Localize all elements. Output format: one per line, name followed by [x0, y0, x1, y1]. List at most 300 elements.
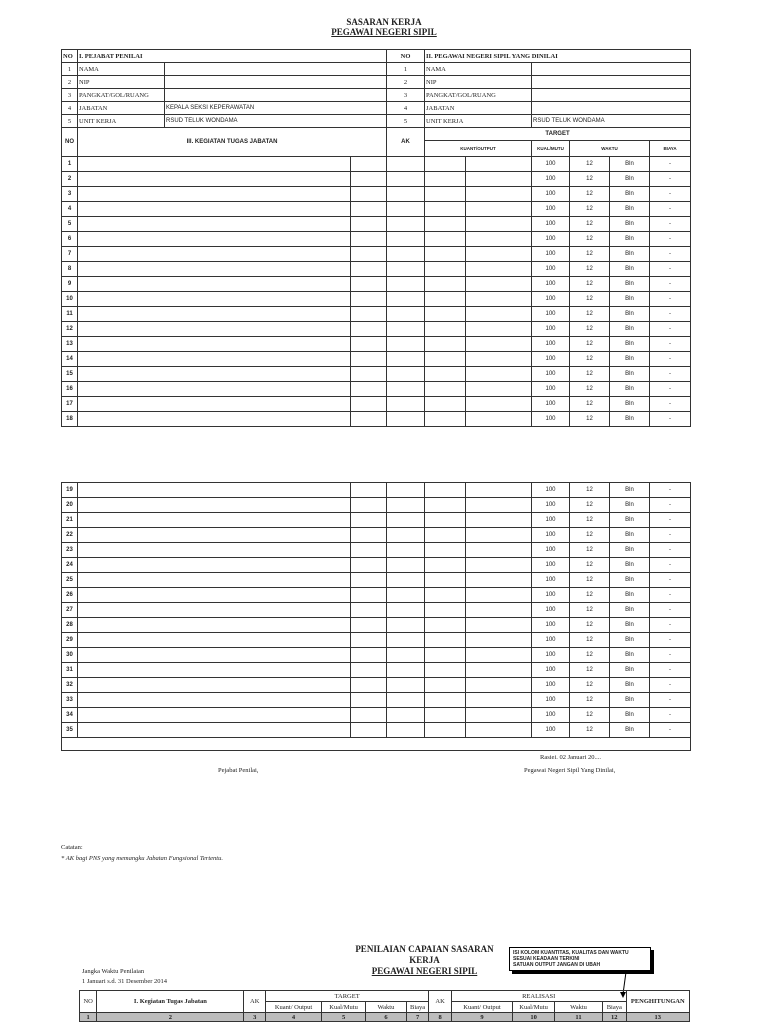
row-extra-cell[interactable]	[351, 292, 387, 307]
row-number: 12	[62, 322, 78, 337]
row-kegiatan-cell[interactable]	[78, 708, 351, 723]
row-kual-value: 100	[532, 217, 570, 232]
row-kual-value: 100	[532, 693, 570, 708]
row-output-cell[interactable]	[466, 483, 532, 498]
row-kuant-cell[interactable]	[425, 322, 466, 337]
table-row	[62, 543, 691, 558]
table-row	[62, 157, 691, 172]
row-kuant-cell[interactable]	[425, 172, 466, 187]
row-ak-cell[interactable]	[387, 723, 425, 738]
row-kegiatan-cell[interactable]	[78, 307, 351, 322]
row-unit-value: Bln	[610, 382, 650, 397]
row-kuant-cell[interactable]	[425, 337, 466, 352]
row-kuant-cell[interactable]	[425, 397, 466, 412]
col-kual-header: KUAL/MUTU	[532, 141, 570, 157]
row-ak-cell[interactable]	[387, 412, 425, 427]
row-output-cell[interactable]	[466, 648, 532, 663]
row-extra-cell[interactable]	[351, 277, 387, 292]
row-unit-value: Bln	[610, 573, 650, 588]
row-kuant-cell[interactable]	[425, 262, 466, 277]
row-extra-cell[interactable]	[351, 663, 387, 678]
instruction-tooltip	[509, 947, 651, 971]
row-unit-value: Bln	[610, 322, 650, 337]
row-waktu-value: 12	[570, 708, 610, 723]
activity-table-part2	[61, 482, 691, 751]
table-row	[62, 247, 691, 262]
row-kegiatan-cell[interactable]	[78, 217, 351, 232]
row-output-cell[interactable]	[466, 187, 532, 202]
row-ak-cell[interactable]	[387, 382, 425, 397]
row-extra-cell[interactable]	[351, 217, 387, 232]
row-ak-cell[interactable]	[387, 307, 425, 322]
row-ak-cell[interactable]	[387, 618, 425, 633]
row-output-cell[interactable]	[466, 232, 532, 247]
table-row	[62, 187, 691, 202]
row-kuant-cell[interactable]	[425, 528, 466, 543]
row-kegiatan-cell[interactable]	[78, 483, 351, 498]
row-extra-cell[interactable]	[351, 693, 387, 708]
row-output-cell[interactable]	[466, 412, 532, 427]
table-row	[62, 648, 691, 663]
row-extra-cell[interactable]	[351, 187, 387, 202]
row-kegiatan-cell[interactable]	[78, 232, 351, 247]
info-left-no: 3	[62, 89, 78, 102]
info-left-value	[165, 89, 387, 102]
row-ak-cell[interactable]	[387, 498, 425, 513]
row-kegiatan-cell[interactable]	[78, 573, 351, 588]
row-ak-cell[interactable]	[387, 202, 425, 217]
row-kegiatan-cell[interactable]	[78, 367, 351, 382]
row-output-cell[interactable]	[466, 633, 532, 648]
row-extra-cell[interactable]	[351, 543, 387, 558]
row-kual-value: 100	[532, 648, 570, 663]
row-waktu-value: 12	[570, 573, 610, 588]
row-number: 20	[62, 498, 78, 513]
row-number: 6	[62, 232, 78, 247]
row-number: 26	[62, 588, 78, 603]
row-kegiatan-cell[interactable]	[78, 382, 351, 397]
row-ak-cell[interactable]	[387, 277, 425, 292]
row-extra-cell[interactable]	[351, 202, 387, 217]
row-unit-value: Bln	[610, 157, 650, 172]
row-kegiatan-cell[interactable]	[78, 678, 351, 693]
row-unit-value: Bln	[610, 528, 650, 543]
row-waktu-value: 12	[570, 513, 610, 528]
t2-waktu2-header: Waktu	[555, 1002, 603, 1013]
row-extra-cell[interactable]	[351, 723, 387, 738]
row-waktu-value: 12	[570, 588, 610, 603]
row-output-cell[interactable]	[466, 247, 532, 262]
info-left-no: 4	[62, 102, 78, 115]
row-biaya-value: -	[650, 277, 691, 292]
row-output-cell[interactable]	[466, 573, 532, 588]
row-biaya-value: -	[650, 292, 691, 307]
row-unit-value: Bln	[610, 397, 650, 412]
row-ak-cell[interactable]	[387, 708, 425, 723]
row-output-cell[interactable]	[466, 337, 532, 352]
row-biaya-value: -	[650, 397, 691, 412]
row-biaya-value: -	[650, 382, 691, 397]
blank-cell[interactable]	[62, 738, 691, 751]
row-output-cell[interactable]	[466, 262, 532, 277]
row-output-cell[interactable]	[466, 382, 532, 397]
row-waktu-value: 12	[570, 412, 610, 427]
row-kegiatan-cell[interactable]	[78, 352, 351, 367]
row-kuant-cell[interactable]	[425, 678, 466, 693]
row-kegiatan-cell[interactable]	[78, 322, 351, 337]
place-date: Rasiei. 02 Januari 20....	[540, 754, 602, 761]
row-output-cell[interactable]	[466, 172, 532, 187]
row-kegiatan-cell[interactable]	[78, 498, 351, 513]
row-output-cell[interactable]	[466, 558, 532, 573]
row-unit-value: Bln	[610, 558, 650, 573]
info-right-no-header: NO	[387, 50, 425, 63]
row-kuant-cell[interactable]	[425, 558, 466, 573]
row-kegiatan-cell[interactable]	[78, 723, 351, 738]
row-kegiatan-cell[interactable]	[78, 528, 351, 543]
info-left-label: PANGKAT/GOL/RUANG	[78, 89, 165, 102]
row-waktu-value: 12	[570, 247, 610, 262]
column-number: 3	[244, 1013, 265, 1022]
row-kual-value: 100	[532, 678, 570, 693]
row-extra-cell[interactable]	[351, 588, 387, 603]
row-kegiatan-cell[interactable]	[78, 412, 351, 427]
row-kuant-cell[interactable]	[425, 292, 466, 307]
row-extra-cell[interactable]	[351, 558, 387, 573]
info-right-no: 2	[387, 76, 425, 89]
row-ak-cell[interactable]	[387, 262, 425, 277]
row-unit-value: Bln	[610, 307, 650, 322]
col-kuant-header: KUANT/OUTPUT	[425, 141, 532, 157]
row-kegiatan-cell[interactable]	[78, 588, 351, 603]
t2-kegiatan-header: I. Kegiatan Tugas Jabatan	[97, 991, 244, 1013]
row-kuant-cell[interactable]	[425, 513, 466, 528]
row-kegiatan-cell[interactable]	[78, 513, 351, 528]
row-kuant-cell[interactable]	[425, 367, 466, 382]
row-output-cell[interactable]	[466, 397, 532, 412]
row-kegiatan-cell[interactable]	[78, 603, 351, 618]
row-ak-cell[interactable]	[387, 397, 425, 412]
row-unit-value: Bln	[610, 663, 650, 678]
table-row	[62, 202, 691, 217]
row-kegiatan-cell[interactable]	[78, 172, 351, 187]
table-row	[62, 708, 691, 723]
info-row	[62, 102, 691, 115]
t2-penghitungan-header: PENGHITUNGAN	[626, 991, 689, 1013]
row-waktu-value: 12	[570, 693, 610, 708]
t2-kual-header: Kual/Mutu	[322, 1002, 366, 1013]
row-ak-cell[interactable]	[387, 322, 425, 337]
row-kegiatan-cell[interactable]	[78, 337, 351, 352]
row-output-cell[interactable]	[466, 588, 532, 603]
row-output-cell[interactable]	[466, 157, 532, 172]
row-extra-cell[interactable]	[351, 573, 387, 588]
row-kuant-cell[interactable]	[425, 352, 466, 367]
row-kuant-cell[interactable]	[425, 603, 466, 618]
table-row	[62, 483, 691, 498]
row-kegiatan-cell[interactable]	[78, 397, 351, 412]
row-unit-value: Bln	[610, 483, 650, 498]
row-output-cell[interactable]	[466, 513, 532, 528]
row-ak-cell[interactable]	[387, 172, 425, 187]
row-extra-cell[interactable]	[351, 483, 387, 498]
row-unit-value: Bln	[610, 217, 650, 232]
row-biaya-value: -	[650, 217, 691, 232]
row-ak-cell[interactable]	[387, 528, 425, 543]
row-extra-cell[interactable]	[351, 397, 387, 412]
row-kuant-cell[interactable]	[425, 573, 466, 588]
row-kual-value: 100	[532, 352, 570, 367]
row-kuant-cell[interactable]	[425, 648, 466, 663]
info-right-label: PANGKAT/GOL/RUANG	[425, 89, 532, 102]
row-number: 32	[62, 678, 78, 693]
row-kuant-cell[interactable]	[425, 693, 466, 708]
row-ak-cell[interactable]	[387, 663, 425, 678]
row-biaya-value: -	[650, 663, 691, 678]
row-ak-cell[interactable]	[387, 693, 425, 708]
row-extra-cell[interactable]	[351, 603, 387, 618]
row-unit-value: Bln	[610, 367, 650, 382]
row-unit-value: Bln	[610, 648, 650, 663]
row-kuant-cell[interactable]	[425, 202, 466, 217]
row-kuant-cell[interactable]	[425, 618, 466, 633]
row-kuant-cell[interactable]	[425, 307, 466, 322]
row-ak-cell[interactable]	[387, 247, 425, 262]
row-ak-cell[interactable]	[387, 543, 425, 558]
row-number: 11	[62, 307, 78, 322]
row-number: 25	[62, 573, 78, 588]
row-output-cell[interactable]	[466, 322, 532, 337]
row-unit-value: Bln	[610, 247, 650, 262]
row-kual-value: 100	[532, 202, 570, 217]
row-biaya-value: -	[650, 157, 691, 172]
row-kual-value: 100	[532, 723, 570, 738]
row-kegiatan-cell[interactable]	[78, 663, 351, 678]
row-extra-cell[interactable]	[351, 382, 387, 397]
row-kual-value: 100	[532, 513, 570, 528]
row-kuant-cell[interactable]	[425, 382, 466, 397]
info-row	[62, 89, 691, 102]
row-output-cell[interactable]	[466, 367, 532, 382]
row-kuant-cell[interactable]	[425, 588, 466, 603]
row-extra-cell[interactable]	[351, 498, 387, 513]
row-waktu-value: 12	[570, 397, 610, 412]
row-output-cell[interactable]	[466, 708, 532, 723]
col-no-header: NO	[62, 128, 78, 157]
row-kegiatan-cell[interactable]	[78, 543, 351, 558]
row-output-cell[interactable]	[466, 217, 532, 232]
row-extra-cell[interactable]	[351, 618, 387, 633]
row-unit-value: Bln	[610, 513, 650, 528]
info-left-value: RSUD TELUK WONDAMA	[165, 115, 387, 128]
row-unit-value: Bln	[610, 232, 650, 247]
row-ak-cell[interactable]	[387, 292, 425, 307]
row-kual-value: 100	[532, 397, 570, 412]
row-ak-cell[interactable]	[387, 337, 425, 352]
row-number: 13	[62, 337, 78, 352]
row-biaya-value: -	[650, 202, 691, 217]
info-left-label: JABATAN	[78, 102, 165, 115]
row-kegiatan-cell[interactable]	[78, 633, 351, 648]
table-row	[62, 352, 691, 367]
row-extra-cell[interactable]	[351, 322, 387, 337]
row-unit-value: Bln	[610, 543, 650, 558]
table-row	[62, 588, 691, 603]
info-right-no: 3	[387, 89, 425, 102]
row-extra-cell[interactable]	[351, 232, 387, 247]
row-extra-cell[interactable]	[351, 262, 387, 277]
row-kual-value: 100	[532, 588, 570, 603]
row-kuant-cell[interactable]	[425, 483, 466, 498]
row-unit-value: Bln	[610, 498, 650, 513]
row-number: 33	[62, 693, 78, 708]
row-extra-cell[interactable]	[351, 708, 387, 723]
row-waktu-value: 12	[570, 498, 610, 513]
row-number: 21	[62, 513, 78, 528]
table-row	[62, 663, 691, 678]
row-ak-cell[interactable]	[387, 157, 425, 172]
row-waktu-value: 12	[570, 292, 610, 307]
row-biaya-value: -	[650, 558, 691, 573]
row-kuant-cell[interactable]	[425, 663, 466, 678]
activity-header-row1	[62, 128, 691, 141]
row-output-cell[interactable]	[466, 498, 532, 513]
row-kegiatan-cell[interactable]	[78, 247, 351, 262]
row-ak-cell[interactable]	[387, 648, 425, 663]
row-kuant-cell[interactable]	[425, 187, 466, 202]
row-ak-cell[interactable]	[387, 573, 425, 588]
row-extra-cell[interactable]	[351, 412, 387, 427]
row-extra-cell[interactable]	[351, 633, 387, 648]
row-ak-cell[interactable]	[387, 513, 425, 528]
row-output-cell[interactable]	[466, 292, 532, 307]
row-kegiatan-cell[interactable]	[78, 187, 351, 202]
row-kegiatan-cell[interactable]	[78, 157, 351, 172]
row-biaya-value: -	[650, 528, 691, 543]
row-number: 19	[62, 483, 78, 498]
row-extra-cell[interactable]	[351, 367, 387, 382]
row-output-cell[interactable]	[466, 678, 532, 693]
table-row	[62, 217, 691, 232]
row-extra-cell[interactable]	[351, 247, 387, 262]
row-output-cell[interactable]	[466, 528, 532, 543]
row-extra-cell[interactable]	[351, 337, 387, 352]
row-kual-value: 100	[532, 172, 570, 187]
row-ak-cell[interactable]	[387, 352, 425, 367]
row-kuant-cell[interactable]	[425, 157, 466, 172]
row-number: 7	[62, 247, 78, 262]
table-row-blank	[62, 738, 691, 751]
row-kegiatan-cell[interactable]	[78, 292, 351, 307]
row-biaya-value: -	[650, 573, 691, 588]
row-waktu-value: 12	[570, 337, 610, 352]
row-extra-cell[interactable]	[351, 678, 387, 693]
row-output-cell[interactable]	[466, 603, 532, 618]
row-kuant-cell[interactable]	[425, 633, 466, 648]
row-kegiatan-cell[interactable]	[78, 693, 351, 708]
row-biaya-value: -	[650, 498, 691, 513]
row-unit-value: Bln	[610, 277, 650, 292]
row-extra-cell[interactable]	[351, 352, 387, 367]
table-row	[62, 573, 691, 588]
row-output-cell[interactable]	[466, 723, 532, 738]
row-ak-cell[interactable]	[387, 588, 425, 603]
row-ak-cell[interactable]	[387, 483, 425, 498]
row-kuant-cell[interactable]	[425, 247, 466, 262]
row-extra-cell[interactable]	[351, 172, 387, 187]
column-number: 10	[513, 1013, 555, 1022]
row-ak-cell[interactable]	[387, 232, 425, 247]
table-row	[62, 397, 691, 412]
row-output-cell[interactable]	[466, 277, 532, 292]
row-biaya-value: -	[650, 648, 691, 663]
col-waktu-header: WAKTU	[570, 141, 650, 157]
row-ak-cell[interactable]	[387, 187, 425, 202]
row-kegiatan-cell[interactable]	[78, 277, 351, 292]
row-kuant-cell[interactable]	[425, 277, 466, 292]
row-extra-cell[interactable]	[351, 648, 387, 663]
row-output-cell[interactable]	[466, 618, 532, 633]
row-extra-cell[interactable]	[351, 528, 387, 543]
row-output-cell[interactable]	[466, 352, 532, 367]
row-biaya-value: -	[650, 708, 691, 723]
info-table	[61, 49, 691, 128]
row-unit-value: Bln	[610, 633, 650, 648]
row-ak-cell[interactable]	[387, 367, 425, 382]
column-number: 13	[626, 1013, 689, 1022]
row-output-cell[interactable]	[466, 543, 532, 558]
row-kual-value: 100	[532, 157, 570, 172]
row-output-cell[interactable]	[466, 307, 532, 322]
row-kegiatan-cell[interactable]	[78, 618, 351, 633]
sheet1-title-line2: PEGAWAI NEGERI SIPIL	[331, 27, 437, 37]
row-output-cell[interactable]	[466, 202, 532, 217]
row-biaya-value: -	[650, 337, 691, 352]
activity-rows-part2	[62, 483, 691, 751]
row-ak-cell[interactable]	[387, 678, 425, 693]
row-kuant-cell[interactable]	[425, 412, 466, 427]
row-ak-cell[interactable]	[387, 217, 425, 232]
row-ak-cell[interactable]	[387, 558, 425, 573]
row-kuant-cell[interactable]	[425, 543, 466, 558]
row-number: 10	[62, 292, 78, 307]
row-kegiatan-cell[interactable]	[78, 202, 351, 217]
row-kual-value: 100	[532, 663, 570, 678]
row-kuant-cell[interactable]	[425, 232, 466, 247]
row-kuant-cell[interactable]	[425, 723, 466, 738]
row-ak-cell[interactable]	[387, 633, 425, 648]
row-extra-cell[interactable]	[351, 157, 387, 172]
row-extra-cell[interactable]	[351, 513, 387, 528]
row-kegiatan-cell[interactable]	[78, 558, 351, 573]
row-kuant-cell[interactable]	[425, 498, 466, 513]
row-number: 8	[62, 262, 78, 277]
row-output-cell[interactable]	[466, 663, 532, 678]
row-kual-value: 100	[532, 322, 570, 337]
row-kuant-cell[interactable]	[425, 217, 466, 232]
row-waktu-value: 12	[570, 663, 610, 678]
row-extra-cell[interactable]	[351, 307, 387, 322]
row-ak-cell[interactable]	[387, 603, 425, 618]
row-kegiatan-cell[interactable]	[78, 262, 351, 277]
row-kegiatan-cell[interactable]	[78, 648, 351, 663]
row-output-cell[interactable]	[466, 693, 532, 708]
info-right-no: 5	[387, 115, 425, 128]
row-unit-value: Bln	[610, 603, 650, 618]
row-biaya-value: -	[650, 307, 691, 322]
row-kuant-cell[interactable]	[425, 708, 466, 723]
assessment-table	[79, 990, 690, 1022]
